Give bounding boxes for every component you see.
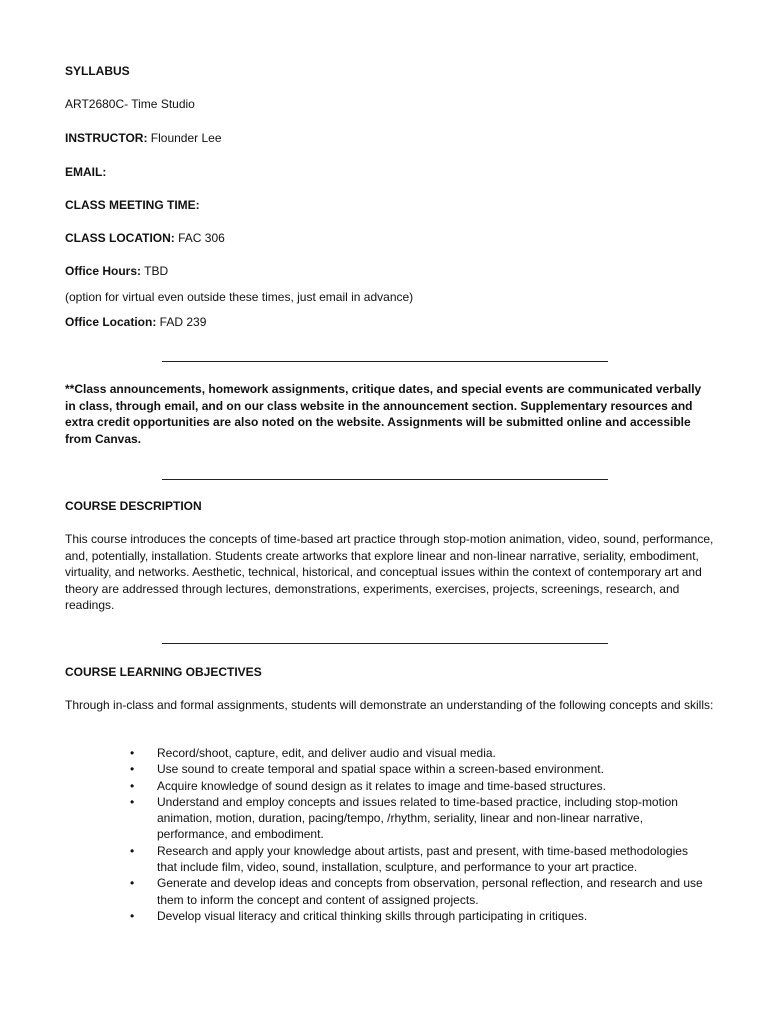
office-hours-value: TBD [141,264,169,278]
course-description-text: This course introduces the concepts of time-based art practice through stop-motion animation, video, sound, performance, and, potentially, installation. Students create artworks that explore linear and non-linear narrative, seriality, embodiment, virtuality, and networks. Aesthetic, technical, historical, and conceptual issues within the context of contemporary art and theory are addressed through lectures, demonstrations, experiments, exercises, projects, screenings, research, and readings. [65,532,714,612]
section-divider [162,361,608,362]
list-item: • Generate and develop ideas and concepts from observation, personal reflection, and research and use them to inform the concept and content of assigned projects. [130,876,703,907]
list-item: • Develop visual literacy and critical thinking skills through participating in critiques. [130,908,588,923]
instructor-value: Flounder Lee [147,131,222,145]
instructor-label: INSTRUCTOR: [65,131,148,145]
learning-objectives-intro: Through in-class and formal assignments, students will demonstrate an understanding of the following concepts and skills: [65,698,714,712]
office-location-label: Office Location: [65,315,157,329]
bullet-icon: • [130,778,135,793]
syllabus-title: SYLLABUS [65,64,130,78]
learning-objectives-list [130,745,710,924]
office-hours-line [65,263,168,279]
section-divider [162,643,608,644]
office-hours-note: (option for virtual even outside these times, just email in advance) [65,290,414,304]
learning-objectives-heading: COURSE LEARNING OBJECTIVES [65,665,262,679]
meeting-time-label: CLASS MEETING TIME: [65,198,200,212]
class-location-line [65,230,225,246]
office-location-value: FAD 239 [156,315,207,329]
list-item: • Use sound to create temporal and spatial space within a screen-based environment. [130,762,604,777]
list-item: • Acquire knowledge of sound design as it relates to image and time-based structures. [130,778,606,793]
class-location-value: FAC 306 [174,231,225,245]
class-location-label: CLASS LOCATION: [65,231,175,245]
bullet-icon: • [130,794,135,809]
office-hours-label: Office Hours: [65,264,142,278]
bullet-icon: • [130,876,135,891]
office-location-line [65,314,206,330]
bullet-icon: • [130,762,135,777]
announcement-paragraph: **Class announcements, homework assignments, critique dates, and special events are communicated verbally in class, through email, and on our class website in the announcement section. Supplementary resources and extra credit opportunities are also noted on the website. Assignments will be submitted online and accessible from Canvas. [65,382,702,446]
section-divider [162,479,608,480]
email-label: EMAIL: [65,165,107,179]
bullet-icon: • [130,908,135,923]
course-title: ART2680C- Time Studio [65,97,195,111]
instructor-line [65,130,222,146]
list-item: • Record/shoot, capture, edit, and deliver audio and visual media. [130,746,496,760]
bullet-icon: • [130,843,135,858]
list-item: • Understand and employ concepts and issues related to time-based practice, including stop-motion animation, motion, duration, pacing/tempo, /rhythm, seriality, linear and non-linear narrative, performance, and embodiment. [130,794,678,842]
list-item: • Research and apply your knowledge about artists, past and present, with time-based methodologies that include film, video, sound, installation, sculpture, and performance to your art practice. [130,843,688,875]
course-description-heading: COURSE DESCRIPTION [65,499,202,513]
bullet-icon: • [130,746,135,760]
